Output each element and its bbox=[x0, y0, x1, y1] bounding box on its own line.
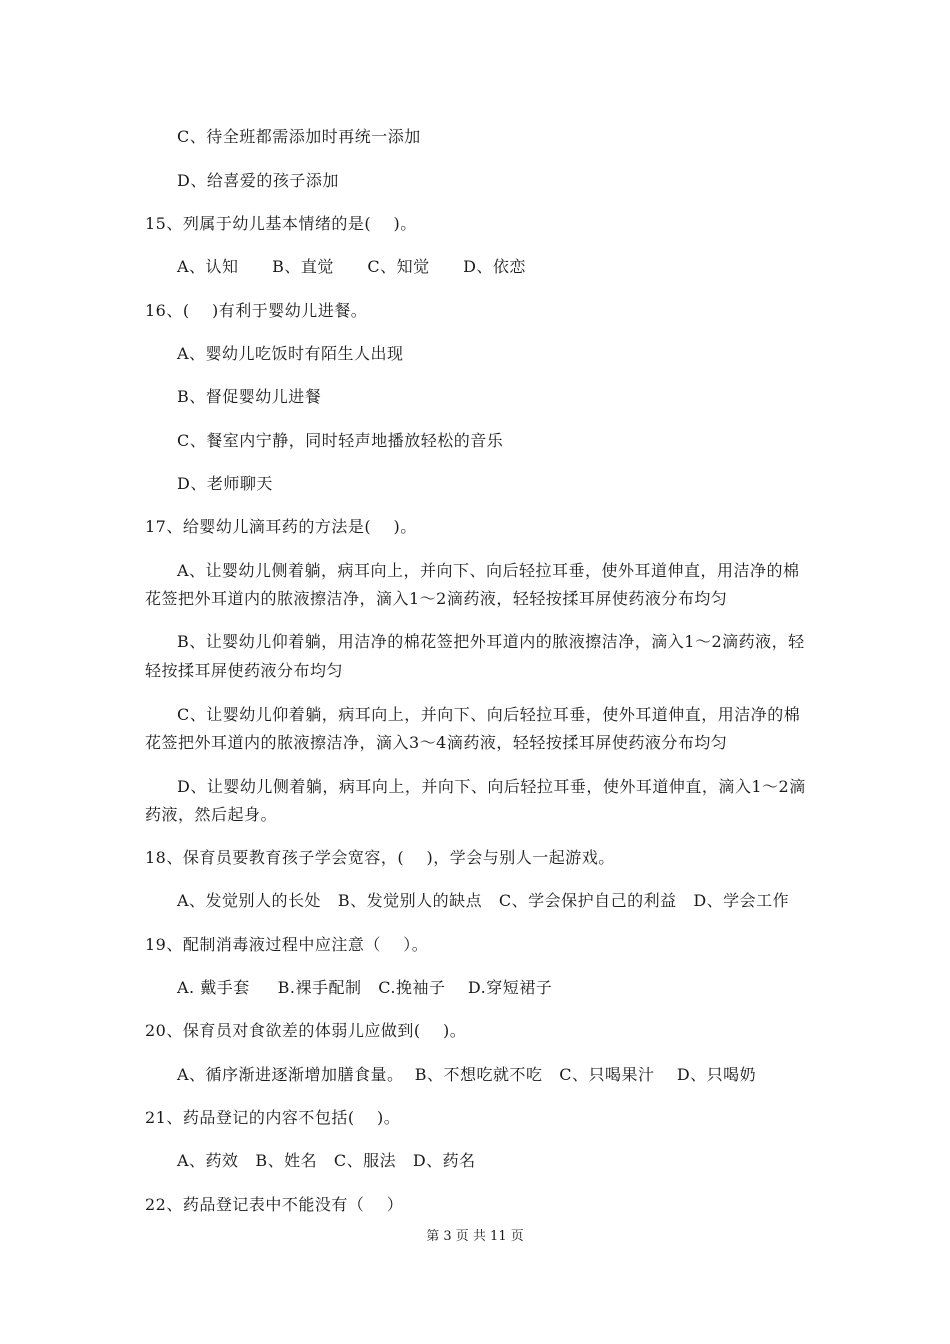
question-18: 18、保育员要教育孩子学会宽容，( )，学会与别人一起游戏。 bbox=[145, 848, 615, 867]
q17-option-c-cont: 花签把外耳道内的脓液擦洁净，滴入3～4滴药液，轻轻按揉耳屏使药液分布均匀 bbox=[145, 733, 728, 752]
question-19: 19、配制消毒液过程中应注意（ ）。 bbox=[145, 935, 429, 954]
q16-option-c: C、餐室内宁静，同时轻声地播放轻松的音乐 bbox=[177, 431, 504, 450]
question-20: 20、保育员对食欲差的体弱儿应做到( )。 bbox=[145, 1021, 467, 1040]
q17-option-a: A、让婴幼儿侧着躺，病耳向上，并向下、向后轻拉耳垂，使外耳道伸直，用洁净的棉 bbox=[177, 561, 800, 580]
q14-option-d: D、给喜爱的孩子添加 bbox=[177, 171, 339, 190]
q21-options: A、药效 B、姓名 C、服法 D、药名 bbox=[177, 1151, 476, 1170]
q17-option-a-cont: 花签把外耳道内的脓液擦洁净，滴入1～2滴药液，轻轻按揉耳屏使药液分布均匀 bbox=[145, 589, 728, 608]
q17-option-d: D、让婴幼儿侧着躺，病耳向上，并向下、向后轻拉耳垂，使外耳道伸直，滴入1～2滴 bbox=[177, 777, 806, 796]
q16-option-b: B、督促婴幼儿进餐 bbox=[177, 387, 322, 406]
q15-options: A、认知 B、直觉 C、知觉 D、依恋 bbox=[177, 257, 526, 276]
q16-option-d: D、老师聊天 bbox=[177, 474, 273, 493]
q17-option-b: B、让婴幼儿仰着躺，用洁净的棉花签把外耳道内的脓液擦洁净，滴入1～2滴药液，轻 bbox=[177, 632, 805, 651]
q14-option-c: C、待全班都需添加时再统一添加 bbox=[177, 127, 421, 146]
q17-option-d-cont: 药液，然后起身。 bbox=[145, 805, 278, 824]
question-16: 16、( )有利于婴幼儿进餐。 bbox=[145, 301, 368, 320]
q16-option-a: A、婴幼儿吃饭时有陌生人出现 bbox=[177, 344, 404, 363]
q17-option-c: C、让婴幼儿仰着躺，病耳向上，并向下、向后轻拉耳垂，使外耳道伸直，用洁净的棉 bbox=[177, 705, 801, 724]
question-21: 21、药品登记的内容不包括( )。 bbox=[145, 1108, 401, 1127]
q20-options: A、循序渐进逐渐增加膳食量。 B、不想吃就不吃 C、只喝果汁 D、只喝奶 bbox=[177, 1065, 757, 1084]
question-22: 22、药品登记表中不能没有（ ） bbox=[145, 1195, 404, 1214]
question-17: 17、给婴幼儿滴耳药的方法是( )。 bbox=[145, 517, 417, 536]
q17-option-b-cont: 轻按揉耳屏使药液分布均匀 bbox=[145, 661, 344, 680]
page-footer: 第 3 页 共 11 页 bbox=[426, 1229, 524, 1244]
q19-options: A. 戴手套 B.裸手配制 C.挽袖子 D.穿短裙子 bbox=[177, 978, 553, 997]
question-15: 15、列属于幼儿基本情绪的是( )。 bbox=[145, 214, 417, 233]
q18-options: A、发觉别人的长处 B、发觉别人的缺点 C、学会保护自己的利益 D、学会工作 bbox=[177, 891, 790, 910]
